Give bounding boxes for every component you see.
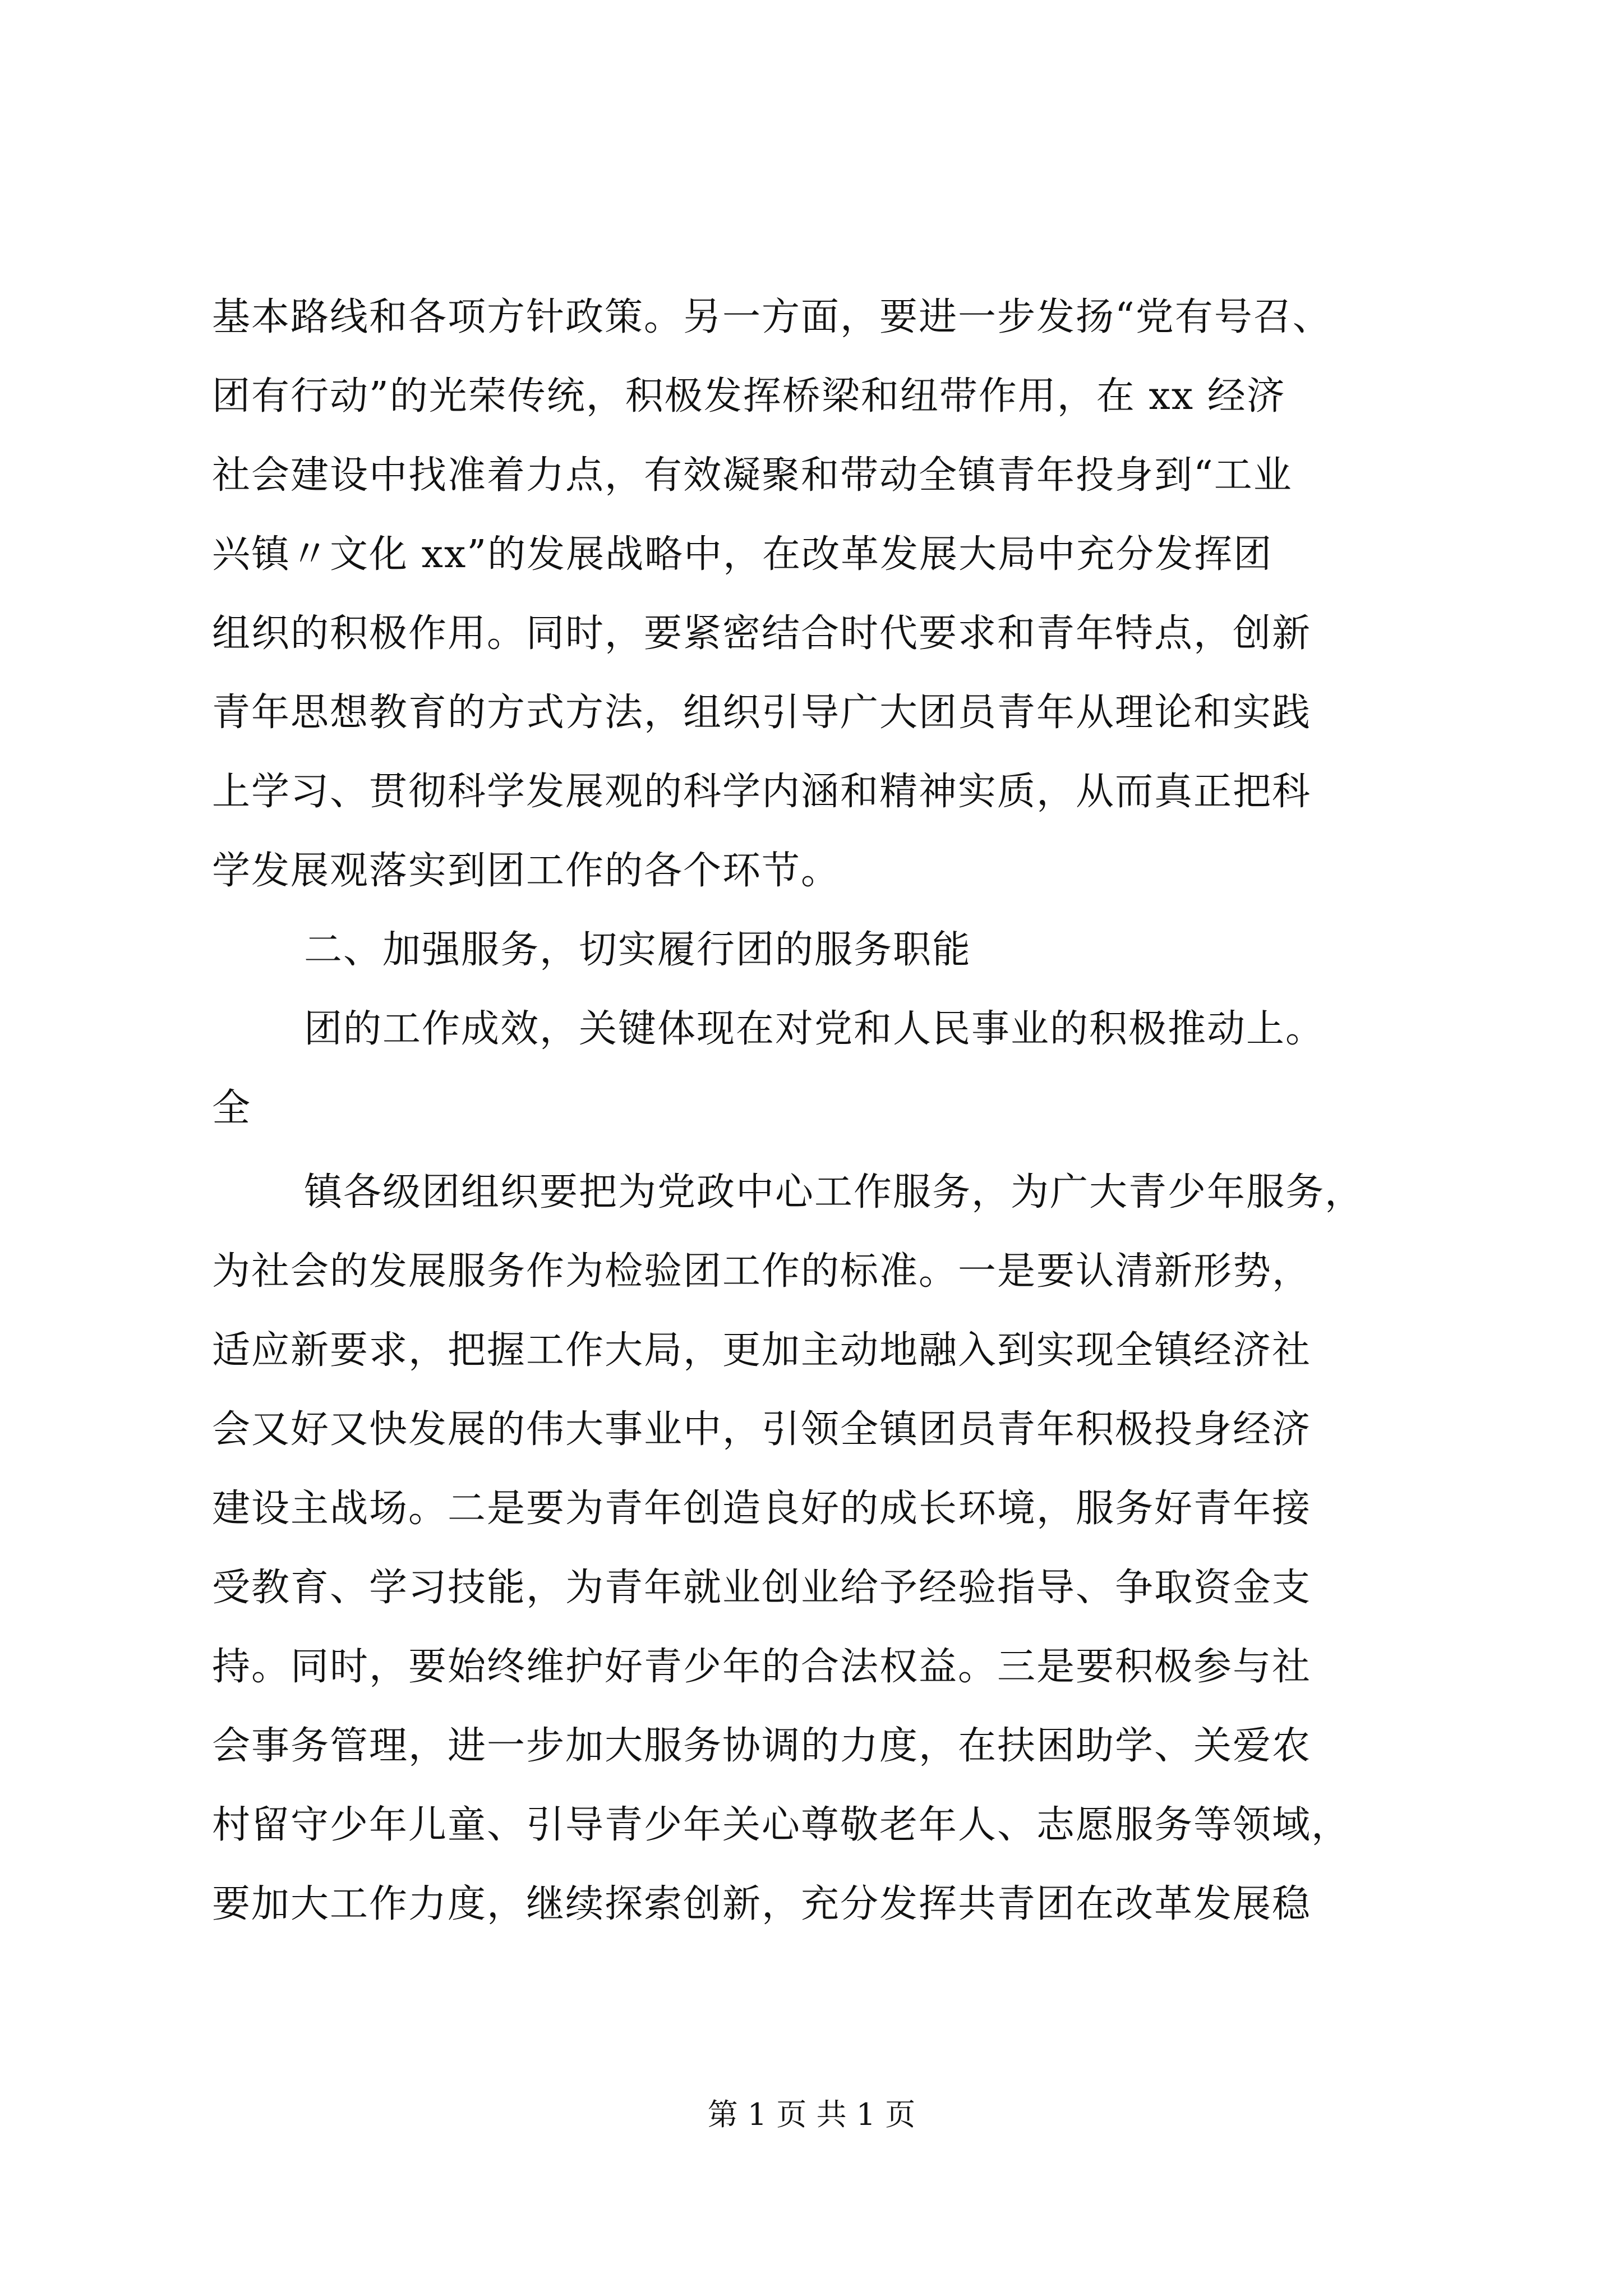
body-line-19: 会事务管理，进一步加大服务协调的力度，在扶困助学、关爱农 [212,1724,1312,1768]
body-line-18: 持。同时，要始终维护好青少年的合法权益。三是要积极参与社 [212,1645,1312,1689]
body-line-17: 受教育、学习技能，为青年就业创业给予经验指导、争取资金支 [212,1566,1312,1610]
body-line-8: 学发展观落实到团工作的各个环节。 [212,849,841,893]
body-line-12: 镇各级团组织要把为党政中心工作服务，为广大青少年服务， [304,1170,1364,1214]
body-line-7: 上学习、贯彻科学发展观的科学内涵和精神实质，从而真正把科 [212,770,1312,814]
body-line-13: 为社会的发展服务作为检验团工作的标准。一是要认清新形势， [212,1249,1312,1294]
page-footer: 第 1 页 共 1 页 [707,2097,916,2132]
body-line-4: 兴镇〃文化 xx”的发展战略中，在改革发展大局中充分发挥团 [212,532,1273,577]
section-heading: 二、加强服务，切实履行团的服务职能 [304,928,972,972]
body-line-6: 青年思想教育的方式方法，组织引导广大团员青年从理论和实践 [212,691,1312,735]
body-line-16: 建设主战场。二是要为青年创造良好的成长环境，服务好青年接 [212,1487,1312,1531]
body-line-10: 团的工作成效，关键体现在对党和人民事业的积极推动上。 [304,1007,1325,1051]
body-line-14: 适应新要求，把握工作大局，更加主动地融入到实现全镇经济社 [212,1328,1312,1373]
body-line-5: 组织的积极作用。同时，要紧密结合时代要求和青年特点，创新 [212,611,1312,656]
body-line-1: 基本路线和各项方针政策。另一方面，要进一步发扬“党有号召、 [212,295,1332,339]
body-line-3: 社会建设中找准着力点，有效凝聚和带动全镇青年投身到“工业 [212,453,1293,498]
body-line-2: 团有行动”的光荣传统，积极发挥桥梁和纽带作用，在 xx 经济 [212,374,1286,418]
body-line-11: 全 [212,1086,252,1130]
body-line-20: 村留守少年儿童、引导青少年关心尊敬老年人、志愿服务等领域， [212,1803,1351,1847]
body-line-21: 要加大工作力度，继续探索创新，充分发挥共青团在改革发展稳 [212,1882,1312,1926]
body-line-15: 会又好又快发展的伟大事业中，引领全镇团员青年积极投身经济 [212,1407,1312,1452]
